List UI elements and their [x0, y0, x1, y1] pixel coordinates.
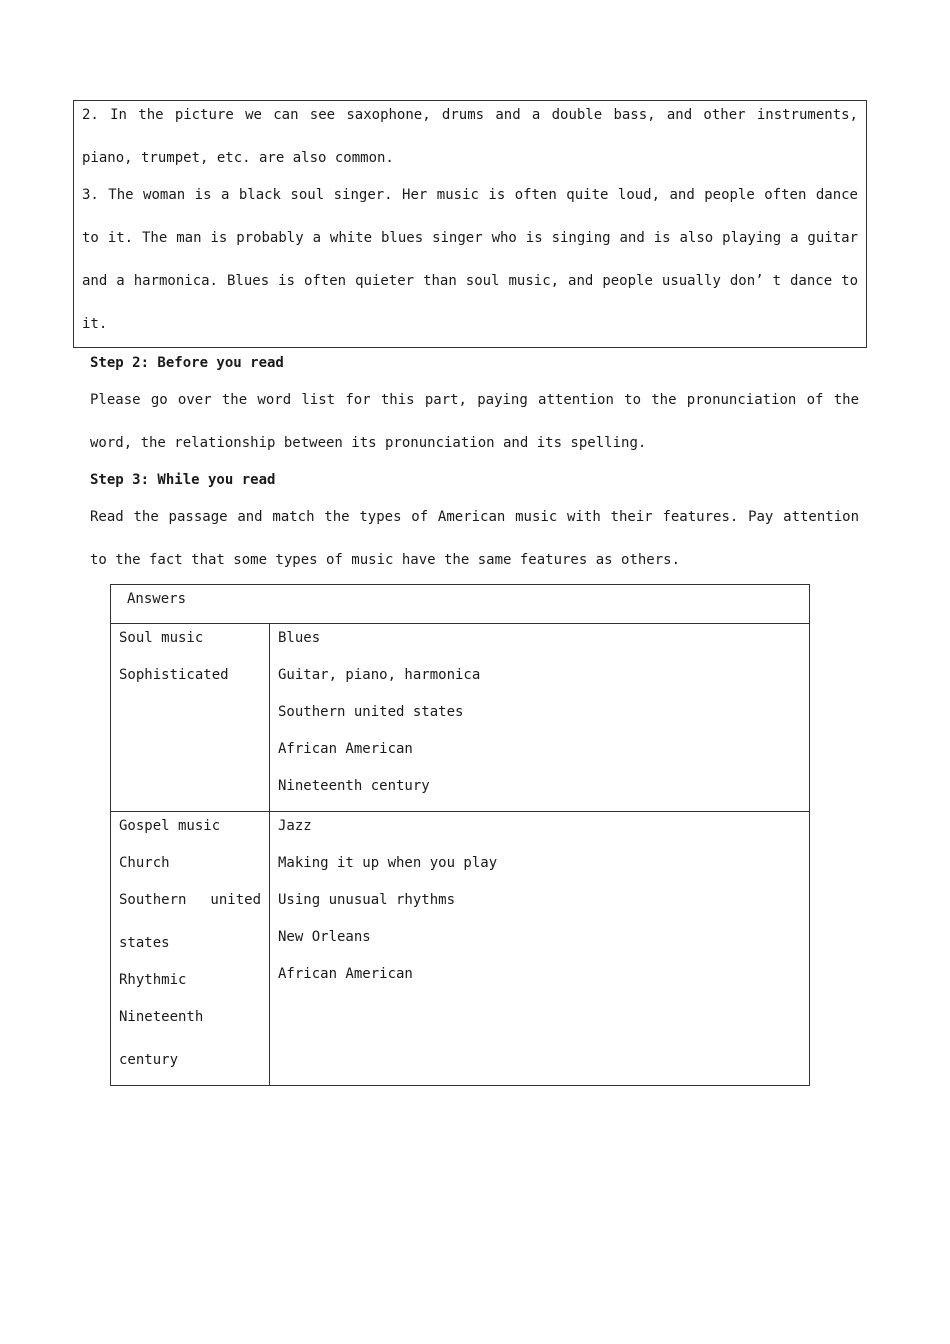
- table-header-row: [111, 585, 810, 624]
- table-header-cell: [111, 585, 810, 624]
- table-cell: [111, 624, 270, 812]
- intro-answer-box: [73, 100, 867, 348]
- intro-line: piano, trumpet, etc. are also common.: [82, 150, 394, 166]
- cell-text: Using unusual rhythms: [278, 892, 456, 908]
- step2-line: Please go over the word list for this part, paying attention to the pronunciation of the: [90, 392, 859, 408]
- cell-text: Soul music: [119, 630, 204, 646]
- step2-line: word, the relationship between its pronunciation and its spelling.: [90, 435, 647, 451]
- cell-text: Jazz: [278, 818, 312, 834]
- cell-text: Nineteenth: [119, 1009, 204, 1025]
- intro-line: it.: [82, 316, 108, 332]
- cell-text: century: [119, 1052, 179, 1068]
- intro-line: to it. The man is probably a white blues singer who is singing and is also playing a guitar: [82, 230, 858, 246]
- cell-text: Gospel music: [119, 818, 221, 834]
- step3-line: to the fact that some types of music have the same features as others.: [90, 552, 681, 568]
- cell-text: Southern united states: [278, 704, 464, 720]
- cell-text: Rhythmic: [119, 972, 187, 988]
- cell-text: Making it up when you play: [278, 855, 498, 871]
- intro-line: 2. In the picture we can see saxophone, drums and a double bass, and other instruments,: [82, 107, 858, 123]
- answers-table: [110, 584, 810, 1086]
- table-cell: [270, 624, 810, 812]
- cell-text: Sophisticated: [119, 667, 229, 683]
- table-row: [111, 624, 810, 812]
- step3-line: Read the passage and match the types of American music with their features. Pay attention: [90, 509, 859, 525]
- table-row: [111, 812, 810, 1086]
- answers-header: Answers: [127, 591, 187, 607]
- cell-text: New Orleans: [278, 929, 371, 945]
- cell-text: Nineteenth century: [278, 778, 430, 794]
- cell-text: Southern united: [119, 892, 261, 908]
- cell-text: Blues: [278, 630, 321, 646]
- table-cell: [270, 812, 810, 1086]
- step3-heading: Step 3: While you read: [90, 472, 276, 488]
- cell-text: Guitar, piano, harmonica: [278, 667, 481, 683]
- cell-text: African American: [278, 741, 413, 757]
- cell-text: Church: [119, 855, 170, 871]
- cell-text: African American: [278, 966, 413, 982]
- intro-line: 3. The woman is a black soul singer. Her music is often quite loud, and people often dance: [82, 187, 858, 203]
- intro-line: and a harmonica. Blues is often quieter than soul music, and people usually don’ t dance to: [82, 273, 858, 289]
- step2-heading: Step 2: Before you read: [90, 355, 284, 371]
- cell-text: states: [119, 935, 170, 951]
- table-cell: [111, 812, 270, 1086]
